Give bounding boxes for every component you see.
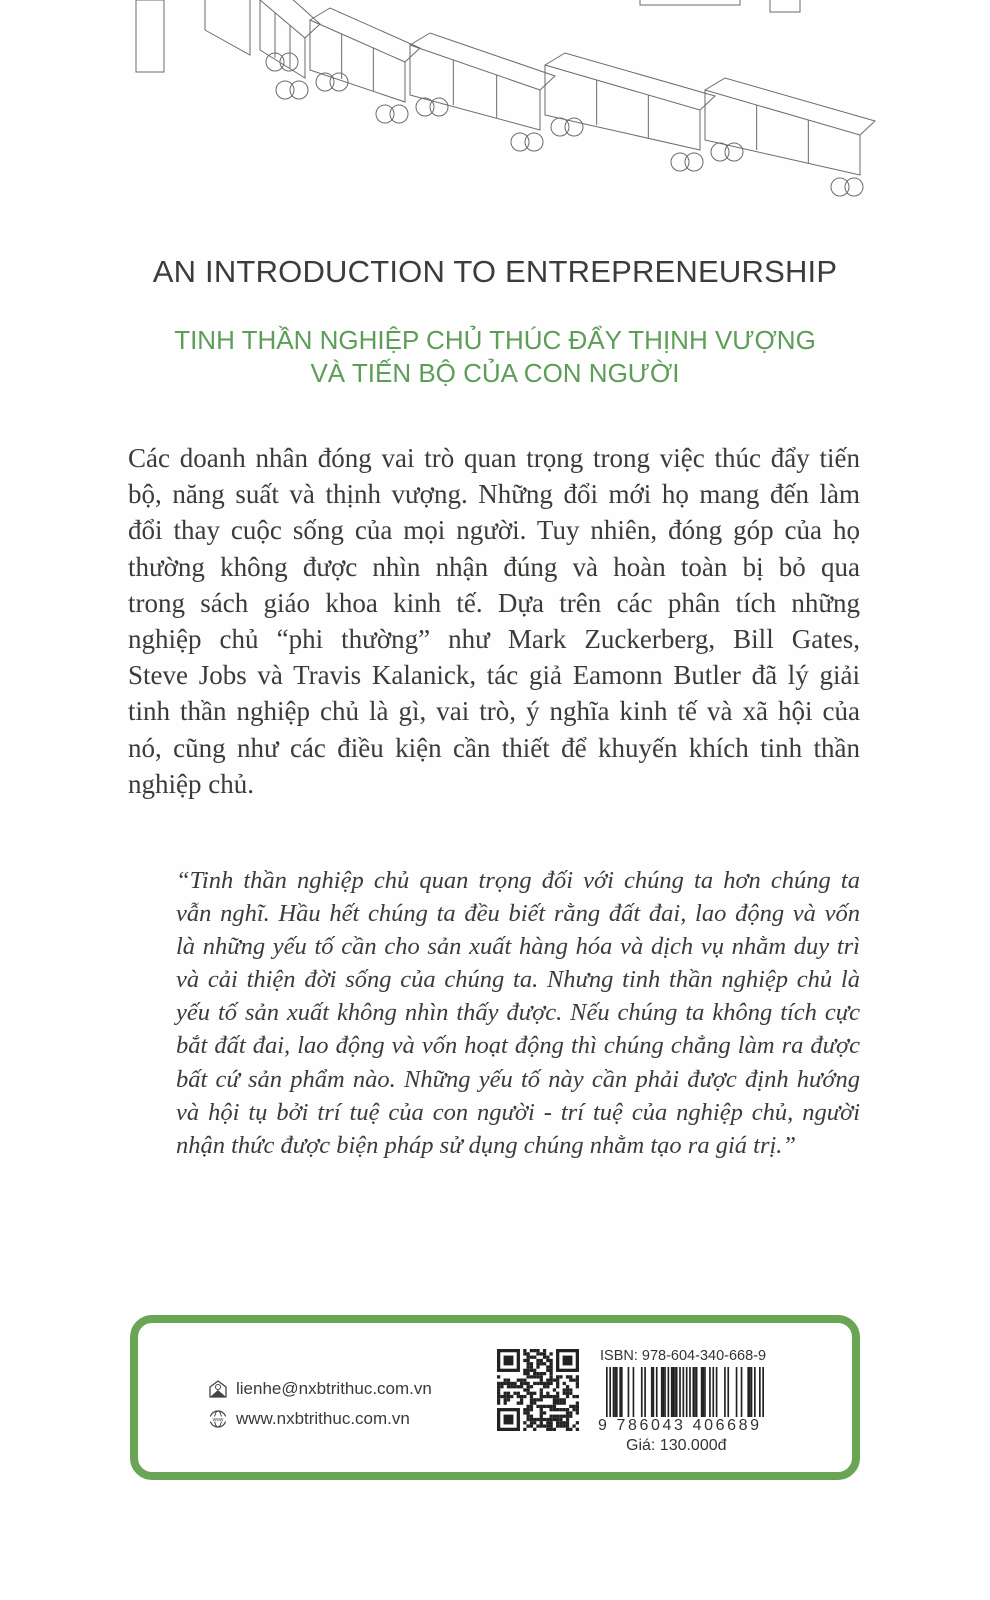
barcode-bar — [747, 1367, 749, 1423]
website-url[interactable]: www.nxbtrithuc.com.vn — [236, 1409, 410, 1428]
barcode-bar — [692, 1367, 694, 1423]
globe-www-icon — [208, 1409, 228, 1429]
body-line: nó, cũng như các điều kiện cần thiết để khuyến khích tinh thần — [128, 732, 860, 763]
quote-line: bất cứ sản phẩm nào. Những yếu tố này cần phải được định hướng — [176, 1065, 860, 1093]
barcode-bar — [671, 1367, 673, 1423]
email-icon — [208, 1379, 228, 1399]
book-title: AN INTRODUCTION TO ENTREPRENEURSHIP — [152, 254, 838, 289]
barcode-bar — [696, 1367, 698, 1423]
barcode-bar — [633, 1367, 635, 1423]
barcode-bar — [727, 1367, 729, 1423]
barcode-bar — [679, 1367, 681, 1423]
email-address[interactable]: lienhe@nxbtrithuc.com.vn — [236, 1379, 432, 1398]
wheel — [525, 133, 543, 151]
wheel — [511, 133, 529, 151]
barcode-bar — [762, 1367, 764, 1423]
barcode-bar — [628, 1367, 630, 1423]
barcode-bar — [716, 1367, 718, 1423]
body-line: đổi thay cuộc sống của mọi người. Tuy nhiên, đóng góp của họ — [128, 515, 860, 546]
publisher-info-box — [130, 1315, 860, 1480]
barcode-bar — [759, 1367, 761, 1423]
barcode-bar — [683, 1367, 685, 1423]
barcode-bar — [701, 1367, 703, 1423]
barcode-bar — [663, 1367, 665, 1423]
boxcar — [260, 0, 320, 78]
book-subtitle — [0, 324, 990, 390]
barcode-bar — [754, 1367, 756, 1423]
wheel — [316, 73, 334, 91]
barcode-bar — [689, 1367, 691, 1423]
barcode-bar — [616, 1367, 618, 1423]
barcode-bar — [702, 1367, 704, 1423]
wheel — [831, 178, 849, 196]
quote-line: nhận thức được biện pháp sử dụng chúng nhằm tạo ra giá trị.” — [176, 1131, 797, 1159]
wheel — [390, 105, 408, 123]
wheel — [290, 81, 308, 99]
boxcar — [410, 33, 555, 130]
description-paragraph — [128, 440, 860, 802]
isbn-label: ISBN: 978-604-340-668-9 — [600, 1348, 767, 1364]
website-contact[interactable] — [208, 1409, 410, 1429]
barcode-bar — [653, 1367, 655, 1423]
body-line: nghiệp chủ. — [128, 768, 254, 799]
quote-line: bắt đất đai, lao động và vốn hoạt động thì chúng chẳng làm ra được — [176, 1032, 860, 1060]
subtitle-line: TINH THẦN NGHIỆP CHỦ THÚC ĐẨY THỊNH VƯỢNG — [174, 325, 816, 355]
barcode-bar — [676, 1367, 678, 1423]
quote-line: và hội tụ bởi trí tuệ của con người - trí tuệ của nghiệp chủ, người — [176, 1098, 860, 1126]
wheel — [416, 98, 434, 116]
pull-quote — [176, 864, 860, 1162]
barcode-bar — [724, 1367, 726, 1423]
quote-line: vẫn nghĩ. Hầu hết chúng ta đều biết rằng đất đai, lao động và vốn — [176, 900, 860, 928]
barcode-bar — [694, 1367, 696, 1423]
barcode-bar — [704, 1367, 706, 1423]
boxcar — [310, 8, 420, 102]
wheel — [551, 118, 569, 136]
wheel — [276, 81, 294, 99]
barcode-bar — [664, 1367, 666, 1423]
body-line: bộ, năng suất và thịnh vượng. Những đổi mới họ mang đến làm — [128, 479, 860, 510]
barcode-bar — [641, 1367, 643, 1423]
barcode-bar — [709, 1367, 711, 1423]
barcode-bar — [613, 1367, 615, 1423]
barcode-bar — [751, 1367, 753, 1423]
barcode-bar — [736, 1367, 738, 1423]
barcode-bar — [686, 1367, 688, 1423]
barcode-bar — [606, 1367, 608, 1423]
subtitle-line: VÀ TIẾN BỘ CỦA CON NGƯỜI — [310, 358, 680, 388]
barcode-bar — [614, 1367, 616, 1423]
price-label: Giá: 130.000đ — [626, 1437, 727, 1454]
email-contact[interactable] — [208, 1379, 432, 1399]
barcode-bar — [741, 1367, 743, 1423]
barcode-bar — [619, 1367, 621, 1423]
body-line: Các doanh nhân đóng vai trò quan trọng trong việc thúc đẩy tiến — [128, 443, 860, 473]
wheel — [671, 153, 689, 171]
body-line: Steve Jobs và Travis Kalanick, tác giả Eamonn Butler đã lý giải — [128, 660, 860, 691]
barcode-bar — [749, 1367, 751, 1423]
quote-line: “Tinh thần nghiệp chủ quan trọng đối với chúng ta hơn chúng ta — [176, 867, 860, 894]
wheel — [845, 178, 863, 196]
body-line: thường không được nhìn nhận đúng và hoàn toàn bị bỏ qua — [128, 551, 860, 582]
wheel — [711, 143, 729, 161]
barcode-bar — [661, 1367, 663, 1423]
quote-line: là những yếu tố cần cho sản xuất hàng hóa và dịch vụ nhằm duy trì — [176, 933, 860, 961]
isbn-barcode — [606, 1367, 764, 1423]
wheel — [376, 105, 394, 123]
barcode-bar — [668, 1367, 670, 1423]
body-line: tinh thần nghiệp chủ là gì, vai trò, ý nghĩa kinh tế và xã hội của — [128, 696, 860, 727]
body-line: nghiệp chủ “phi thường” như Mark Zuckerberg, Bill Gates, — [128, 624, 860, 655]
wheel — [685, 153, 703, 171]
wheel — [565, 118, 583, 136]
barcode-bar — [609, 1367, 611, 1423]
barcode-bar — [621, 1367, 623, 1423]
barcode-bar — [644, 1367, 646, 1423]
body-line: trong sách giáo khoa kinh tế. Dựa trên các phân tích những — [128, 587, 860, 618]
quote-line: và cải thiện đời sống của chúng ta. Nhưng tinh thần nghiệp chủ là — [176, 966, 860, 994]
wheel — [430, 98, 448, 116]
freight-train-illustration — [0, 0, 990, 245]
quote-line: yếu tố sản xuất không nhìn thấy được. Nếu chúng ta không tích cực — [176, 999, 860, 1027]
qr-code — [497, 1349, 579, 1431]
barcode-bar — [656, 1367, 658, 1423]
wheel — [725, 143, 743, 161]
svg-text:www: www — [212, 1417, 224, 1423]
barcode-bar — [651, 1367, 653, 1423]
barcode-digits: 9 786043 406689 — [598, 1417, 762, 1434]
barcode-bar — [673, 1367, 675, 1423]
barcode-bar — [674, 1367, 676, 1423]
barcode-bar — [712, 1367, 714, 1423]
